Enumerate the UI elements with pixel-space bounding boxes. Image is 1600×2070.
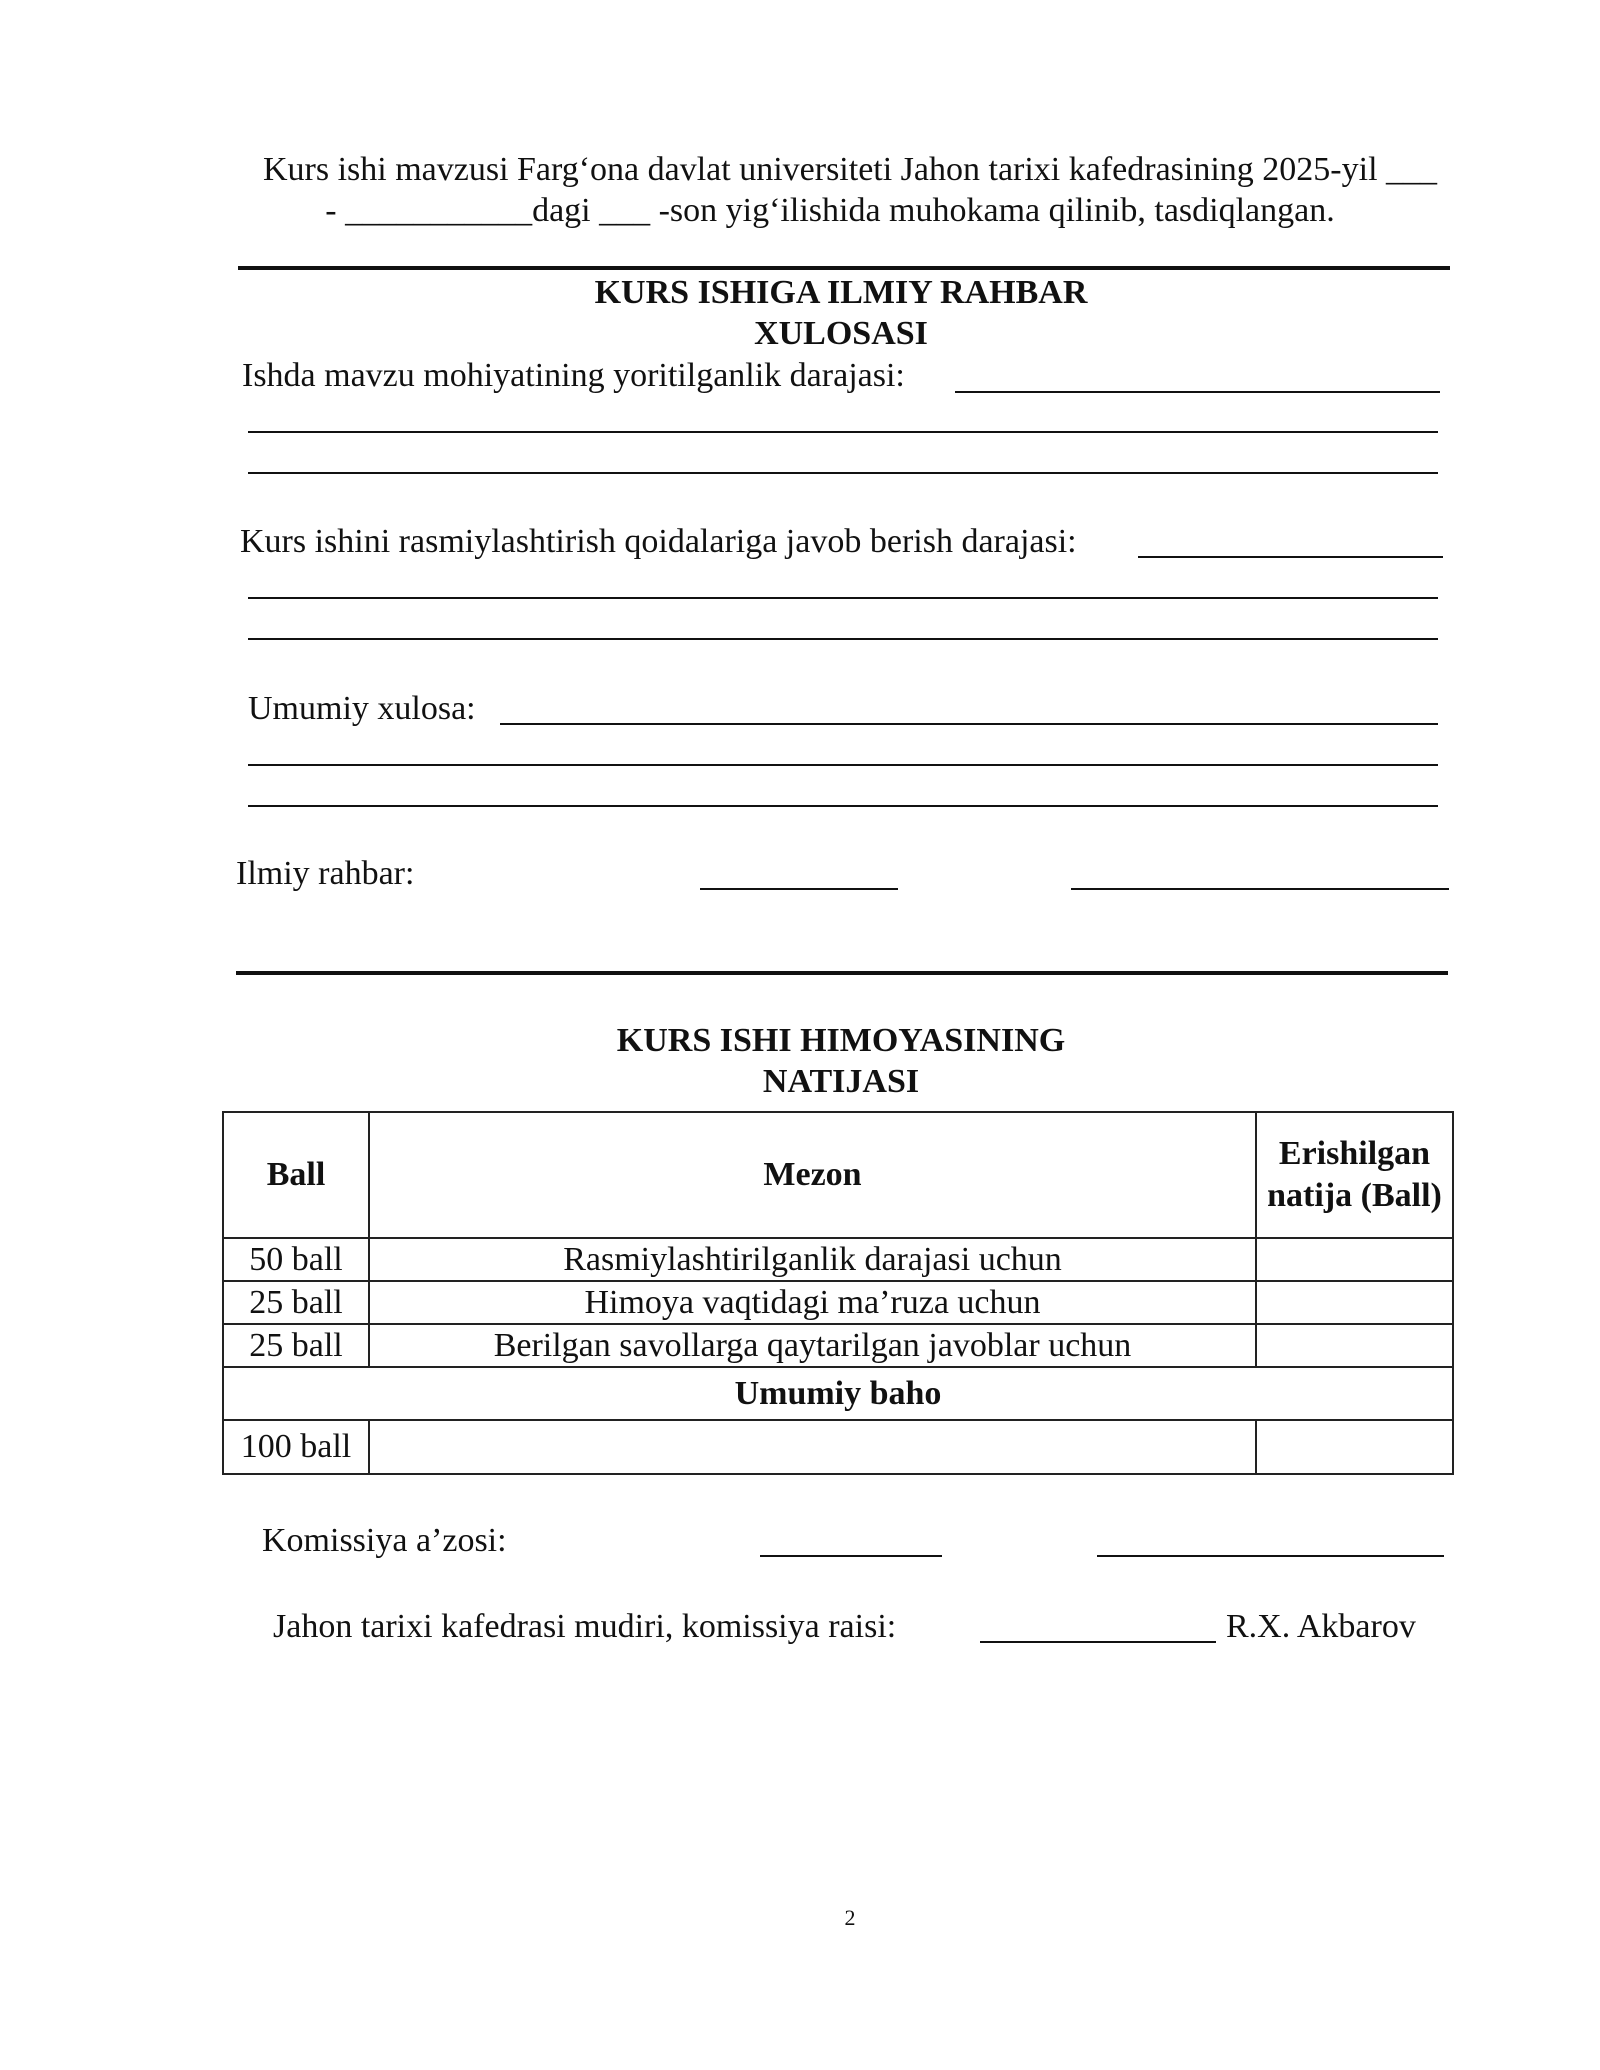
table-row (223, 1281, 1453, 1324)
table-total-label-row (223, 1367, 1453, 1420)
supervisor-signature-field[interactable] (700, 888, 898, 890)
table-header-row (223, 1112, 1453, 1238)
commission-signature-field[interactable] (760, 1555, 942, 1557)
header-criterion: Mezon (369, 1112, 1256, 1238)
row-result-cell[interactable] (1256, 1238, 1453, 1281)
chair-name: R.X. Akbarov (1226, 1608, 1416, 1645)
row-ball: 50 ball (223, 1238, 369, 1281)
supervisor-title-line-1: KURS ISHIGA ILMIY RAHBAR (594, 274, 1088, 311)
row-criterion: Rasmiylashtirilganlik darajasi uchun (369, 1238, 1256, 1281)
commission-member-label: Komissiya a’zosi: (262, 1522, 507, 1559)
row-ball: 25 ball (223, 1281, 369, 1324)
q3-answer-line-3[interactable] (248, 805, 1438, 807)
chair-label: Jahon tarixi kafedrasi mudiri, komissiya raisi: (273, 1608, 897, 1645)
q3-answer-line-2[interactable] (248, 764, 1438, 766)
supervisor-signer-label: Ilmiy rahbar: (236, 855, 415, 892)
intro-line-2: - ___________dagi ___ -son yig‘ilishida muhokama qilinib, tasdiqlangan. (325, 192, 1335, 229)
row-result-cell[interactable] (1256, 1281, 1453, 1324)
q2-answer-line-2[interactable] (248, 597, 1438, 599)
intro-line-1: Kurs ishi mavzusi Farg‘ona davlat universiteti Jahon tarixi kafedrasining 2025-yil ___ (262, 151, 1438, 188)
defense-title-line-1: KURS ISHI HIMOYASINING (616, 1022, 1066, 1059)
table-row (223, 1324, 1453, 1367)
table-row (223, 1238, 1453, 1281)
commission-name-field[interactable] (1097, 1555, 1444, 1557)
row-ball: 25 ball (223, 1324, 369, 1367)
q1-answer-line-2[interactable] (248, 431, 1438, 433)
header-ball: Ball (223, 1112, 369, 1238)
q2-label: Kurs ishini rasmiylashtirish qoidalariga javob berish darajasi: (240, 523, 1077, 560)
q2-answer-line-3[interactable] (248, 638, 1438, 640)
defense-results-table (222, 1111, 1454, 1475)
q3-label: Umumiy xulosa: (248, 690, 476, 727)
row-criterion: Berilgan savollarga qaytarilgan javoblar uchun (369, 1324, 1256, 1367)
q3-answer-field[interactable] (500, 723, 1438, 725)
total-criterion-cell (369, 1420, 1256, 1474)
section-divider-top (238, 266, 1450, 270)
row-criterion: Himoya vaqtidagi ma’ruza uchun (369, 1281, 1256, 1324)
total-result-cell[interactable] (1256, 1420, 1453, 1474)
total-ball: 100 ball (223, 1420, 369, 1474)
chair-signature-field[interactable] (980, 1641, 1216, 1643)
supervisor-title-line-2: XULOSASI (754, 315, 928, 352)
table-total-row (223, 1420, 1453, 1474)
q1-answer-line-3[interactable] (248, 472, 1438, 474)
q1-label: Ishda mavzu mohiyatining yoritilganlik darajasi: (242, 357, 905, 394)
total-label: Umumiy baho (223, 1367, 1453, 1420)
page-number: 2 (844, 1905, 856, 1930)
q1-answer-field[interactable] (955, 391, 1440, 393)
defense-title-line-2: NATIJASI (762, 1063, 920, 1100)
supervisor-name-field[interactable] (1071, 888, 1449, 890)
row-result-cell[interactable] (1256, 1324, 1453, 1367)
section-divider-bottom (236, 971, 1448, 975)
q2-answer-field[interactable] (1138, 556, 1443, 558)
header-result: Erishilgan natija (Ball) (1256, 1112, 1453, 1238)
